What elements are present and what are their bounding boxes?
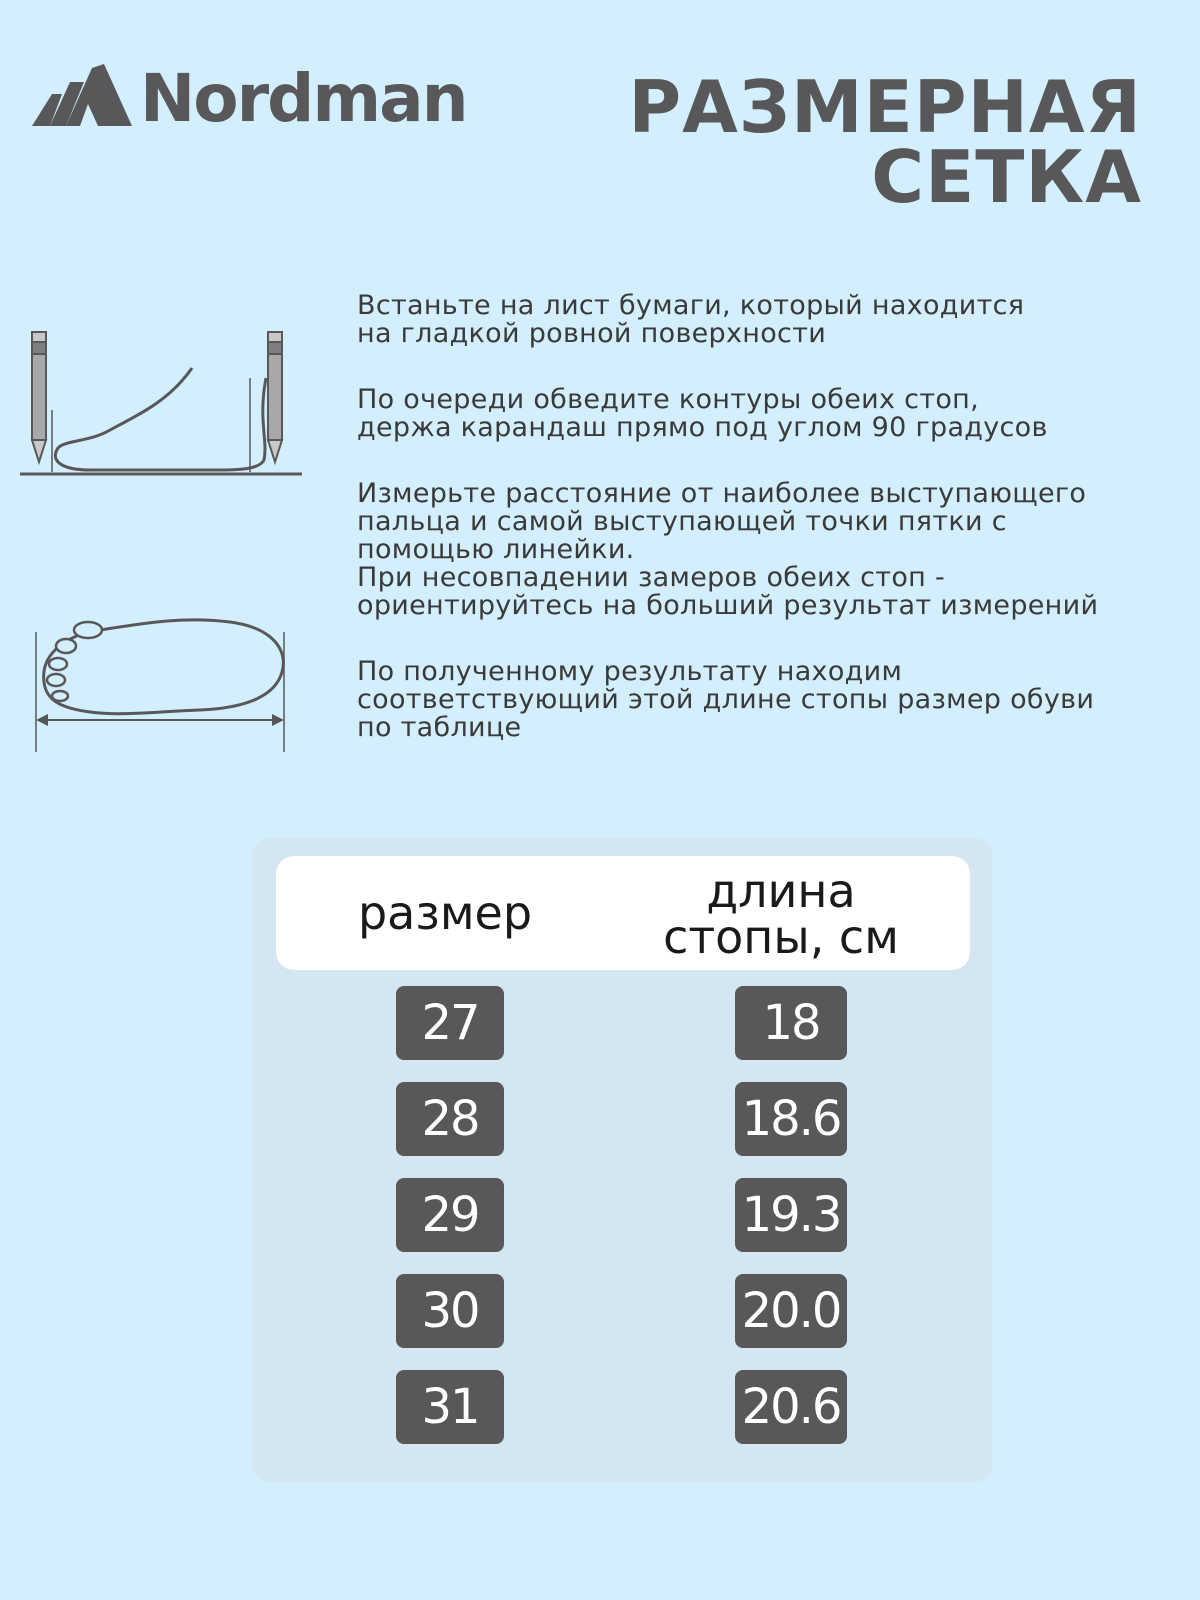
instruction-line: на гладкой ровной поверхности	[357, 318, 827, 349]
mountain-logo-icon	[32, 64, 132, 126]
table-header	[276, 856, 970, 970]
instruction-line: помощью линейки.	[357, 534, 635, 565]
header-size: размер	[357, 886, 533, 940]
instruction-line: При несовпадении замеров обеих стоп -	[357, 562, 946, 593]
brand-logo	[32, 60, 467, 137]
instruction-line: пальца и самой выступающей точки пятки с	[357, 506, 1007, 537]
instruction-line: ориентируйтесь на больший результат измерений	[357, 590, 1099, 621]
size-table	[252, 838, 992, 1482]
instruction-1	[357, 292, 1177, 348]
length-cell: 20.6	[735, 1370, 847, 1444]
length-cell: 19.3	[735, 1178, 847, 1252]
instruction-line: Встаньте на лист бумаги, который находится	[357, 290, 1025, 321]
instruction-2	[357, 386, 1177, 442]
instruction-line: По полученному результату находим	[357, 656, 903, 687]
pencil-outline-foot-icon	[20, 330, 302, 490]
instruction-4	[357, 658, 1177, 742]
size-cell: 29	[396, 1178, 504, 1252]
brand-name: Nordman	[140, 60, 467, 137]
instruction-line: соответствующий этой длине стопы размер обуви	[357, 684, 1095, 715]
instruction-3	[357, 480, 1177, 620]
title-line-2: СЕТКА	[871, 135, 1142, 219]
size-cell: 31	[396, 1370, 504, 1444]
header-foot-length	[646, 864, 916, 964]
length-cell: 18	[735, 986, 847, 1060]
instruction-line: по таблице	[357, 712, 522, 743]
page-title	[628, 65, 1142, 219]
instruction-line: Измерьте расстояние от наиболее выступающего	[357, 478, 1087, 509]
size-cell: 28	[396, 1082, 504, 1156]
size-cell: 27	[396, 986, 504, 1060]
foot-length-measure-icon	[30, 612, 290, 752]
header-length-line-1: длина	[706, 864, 856, 918]
length-cell: 20.0	[735, 1274, 847, 1348]
instruction-line: По очереди обведите контуры обеих стоп,	[357, 384, 980, 415]
length-cell: 18.6	[735, 1082, 847, 1156]
instruction-line: держа карандаш прямо под углом 90 градусов	[357, 412, 1048, 443]
size-cell: 30	[396, 1274, 504, 1348]
header-length-line-2: стопы, см	[663, 910, 899, 964]
title-line-1: РАЗМЕРНАЯ	[628, 65, 1142, 149]
